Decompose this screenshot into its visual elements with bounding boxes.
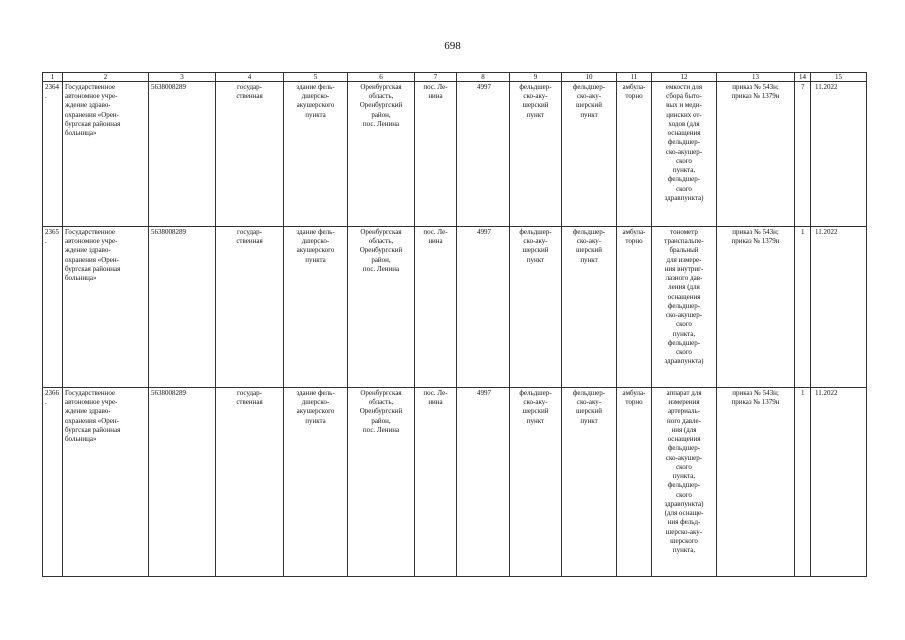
table-cell-col-14: 1: [795, 227, 811, 388]
table-cell-col-2: Государственное автономное учре- ждение здраво- охранения «Орен- бургская районная больница»: [63, 388, 149, 577]
table-cell-col-3: 5638008289: [149, 227, 216, 388]
table-cell-col-13: приказ № 543н; приказ № 1379н: [717, 227, 795, 388]
table-row: [43, 227, 867, 388]
table-cell-col-12: тонометр транспальпе- бральный для измере- ния внутриг- лазного дав- ления (для оснащения фельдшер- ско-акушер- ского пункта, фельдшер- ского здравпункта): [652, 227, 717, 388]
table-cell-col-1: 2364.: [43, 82, 63, 227]
table-cell-col-9: фельдшер- ско-аку- шерский пункт: [510, 388, 562, 577]
table-cell-col-5: здание фель- дшерско- акушерского пункта: [284, 82, 348, 227]
table-cell-col-9: фельдшер- ско-аку- шерский пункт: [510, 82, 562, 227]
column-number: 3: [149, 73, 216, 82]
table-cell-col-11: амбула- торно: [617, 82, 652, 227]
table-cell-col-11: амбула- торно: [617, 388, 652, 577]
table-cell-col-1: 2366.: [43, 388, 63, 577]
table-cell-col-10: фельдшер- ско-аку- шерский пункт: [562, 227, 617, 388]
column-number: 13: [717, 73, 795, 82]
table-cell-col-15: 11.2022: [811, 388, 867, 577]
column-number: 9: [510, 73, 562, 82]
table-cell-col-8: 4997: [457, 82, 510, 227]
column-number: 6: [348, 73, 415, 82]
table-cell-col-12: емкости для сбора быто- вых и меди- цинских от- ходов (для оснащения фельдшер- ско-акушер- ского пункта, фельдшер- ского здравпункта): [652, 82, 717, 227]
table-cell-col-4: государ- ственная: [216, 227, 284, 388]
column-number: 4: [216, 73, 284, 82]
table-cell-col-8: 4997: [457, 227, 510, 388]
column-number: 12: [652, 73, 717, 82]
table-cell-col-14: 7: [795, 82, 811, 227]
table-cell-col-6: Оренбургская область, Оренбургский район, пос. Ленина: [348, 388, 415, 577]
table-cell-col-3: 5638008289: [149, 388, 216, 577]
table-cell-col-13: приказ № 543н; приказ № 1379н: [717, 82, 795, 227]
column-number: 14: [795, 73, 811, 82]
table-cell-col-6: Оренбургская область, Оренбургский район, пос. Ленина: [348, 82, 415, 227]
table-cell-col-9: фельдшер- ско-аку- шерский пункт: [510, 227, 562, 388]
table-cell-col-6: Оренбургская область, Оренбургский район, пос. Ленина: [348, 227, 415, 388]
column-number: 7: [415, 73, 457, 82]
table-cell-col-14: 1: [795, 388, 811, 577]
column-number: 15: [811, 73, 867, 82]
column-number: 1: [43, 73, 63, 82]
table-cell-col-3: 5638008289: [149, 82, 216, 227]
registry-table: [42, 72, 867, 577]
table-cell-col-8: 4997: [457, 388, 510, 577]
column-number: 10: [562, 73, 617, 82]
table-row: [43, 82, 867, 227]
table-cell-col-4: государ- ственная: [216, 82, 284, 227]
table-cell-col-15: 11.2022: [811, 82, 867, 227]
table-cell-col-4: государ- ственная: [216, 388, 284, 577]
table-cell-col-5: здание фель- дшерско- акушерского пункта: [284, 227, 348, 388]
table-cell-col-13: приказ № 543н; приказ № 1379н: [717, 388, 795, 577]
table-cell-col-1: 2365.: [43, 227, 63, 388]
table-cell-col-5: здание фель- дшерско- акушерского пункта: [284, 388, 348, 577]
table-cell-col-10: фельдшер- ско-аку- шерский пункт: [562, 82, 617, 227]
table-cell-col-2: Государственное автономное учре- ждение здраво- охранения «Орен- бургская районная больница»: [63, 227, 149, 388]
table-cell-col-10: фельдшер- ско-аку- шерский пункт: [562, 388, 617, 577]
table-cell-col-7: пос. Ле- нина: [415, 227, 457, 388]
column-number: 8: [457, 73, 510, 82]
table-row: [43, 388, 867, 577]
column-number: 11: [617, 73, 652, 82]
table-cell-col-7: пос. Ле- нина: [415, 388, 457, 577]
table-cell-col-12: аппарат для измерения артериаль- ного давле- ния (для оснащения фельдшер- ско-акушер- ского пункта, фельдшер- ского здравпункта) (для оснаще- ния фельд- шерско-аку- шерского пункта,: [652, 388, 717, 577]
table-cell-col-7: пос. Ле- нина: [415, 82, 457, 227]
page-number: 698: [444, 40, 461, 52]
table-cell-col-2: Государственное автономное учре- ждение здраво- охранения «Орен- бургская районная больница»: [63, 82, 149, 227]
column-number: 5: [284, 73, 348, 82]
column-number: 2: [63, 73, 149, 82]
column-number-row: [43, 73, 867, 82]
table-cell-col-15: 11.2022: [811, 227, 867, 388]
table-cell-col-11: амбула- торно: [617, 227, 652, 388]
